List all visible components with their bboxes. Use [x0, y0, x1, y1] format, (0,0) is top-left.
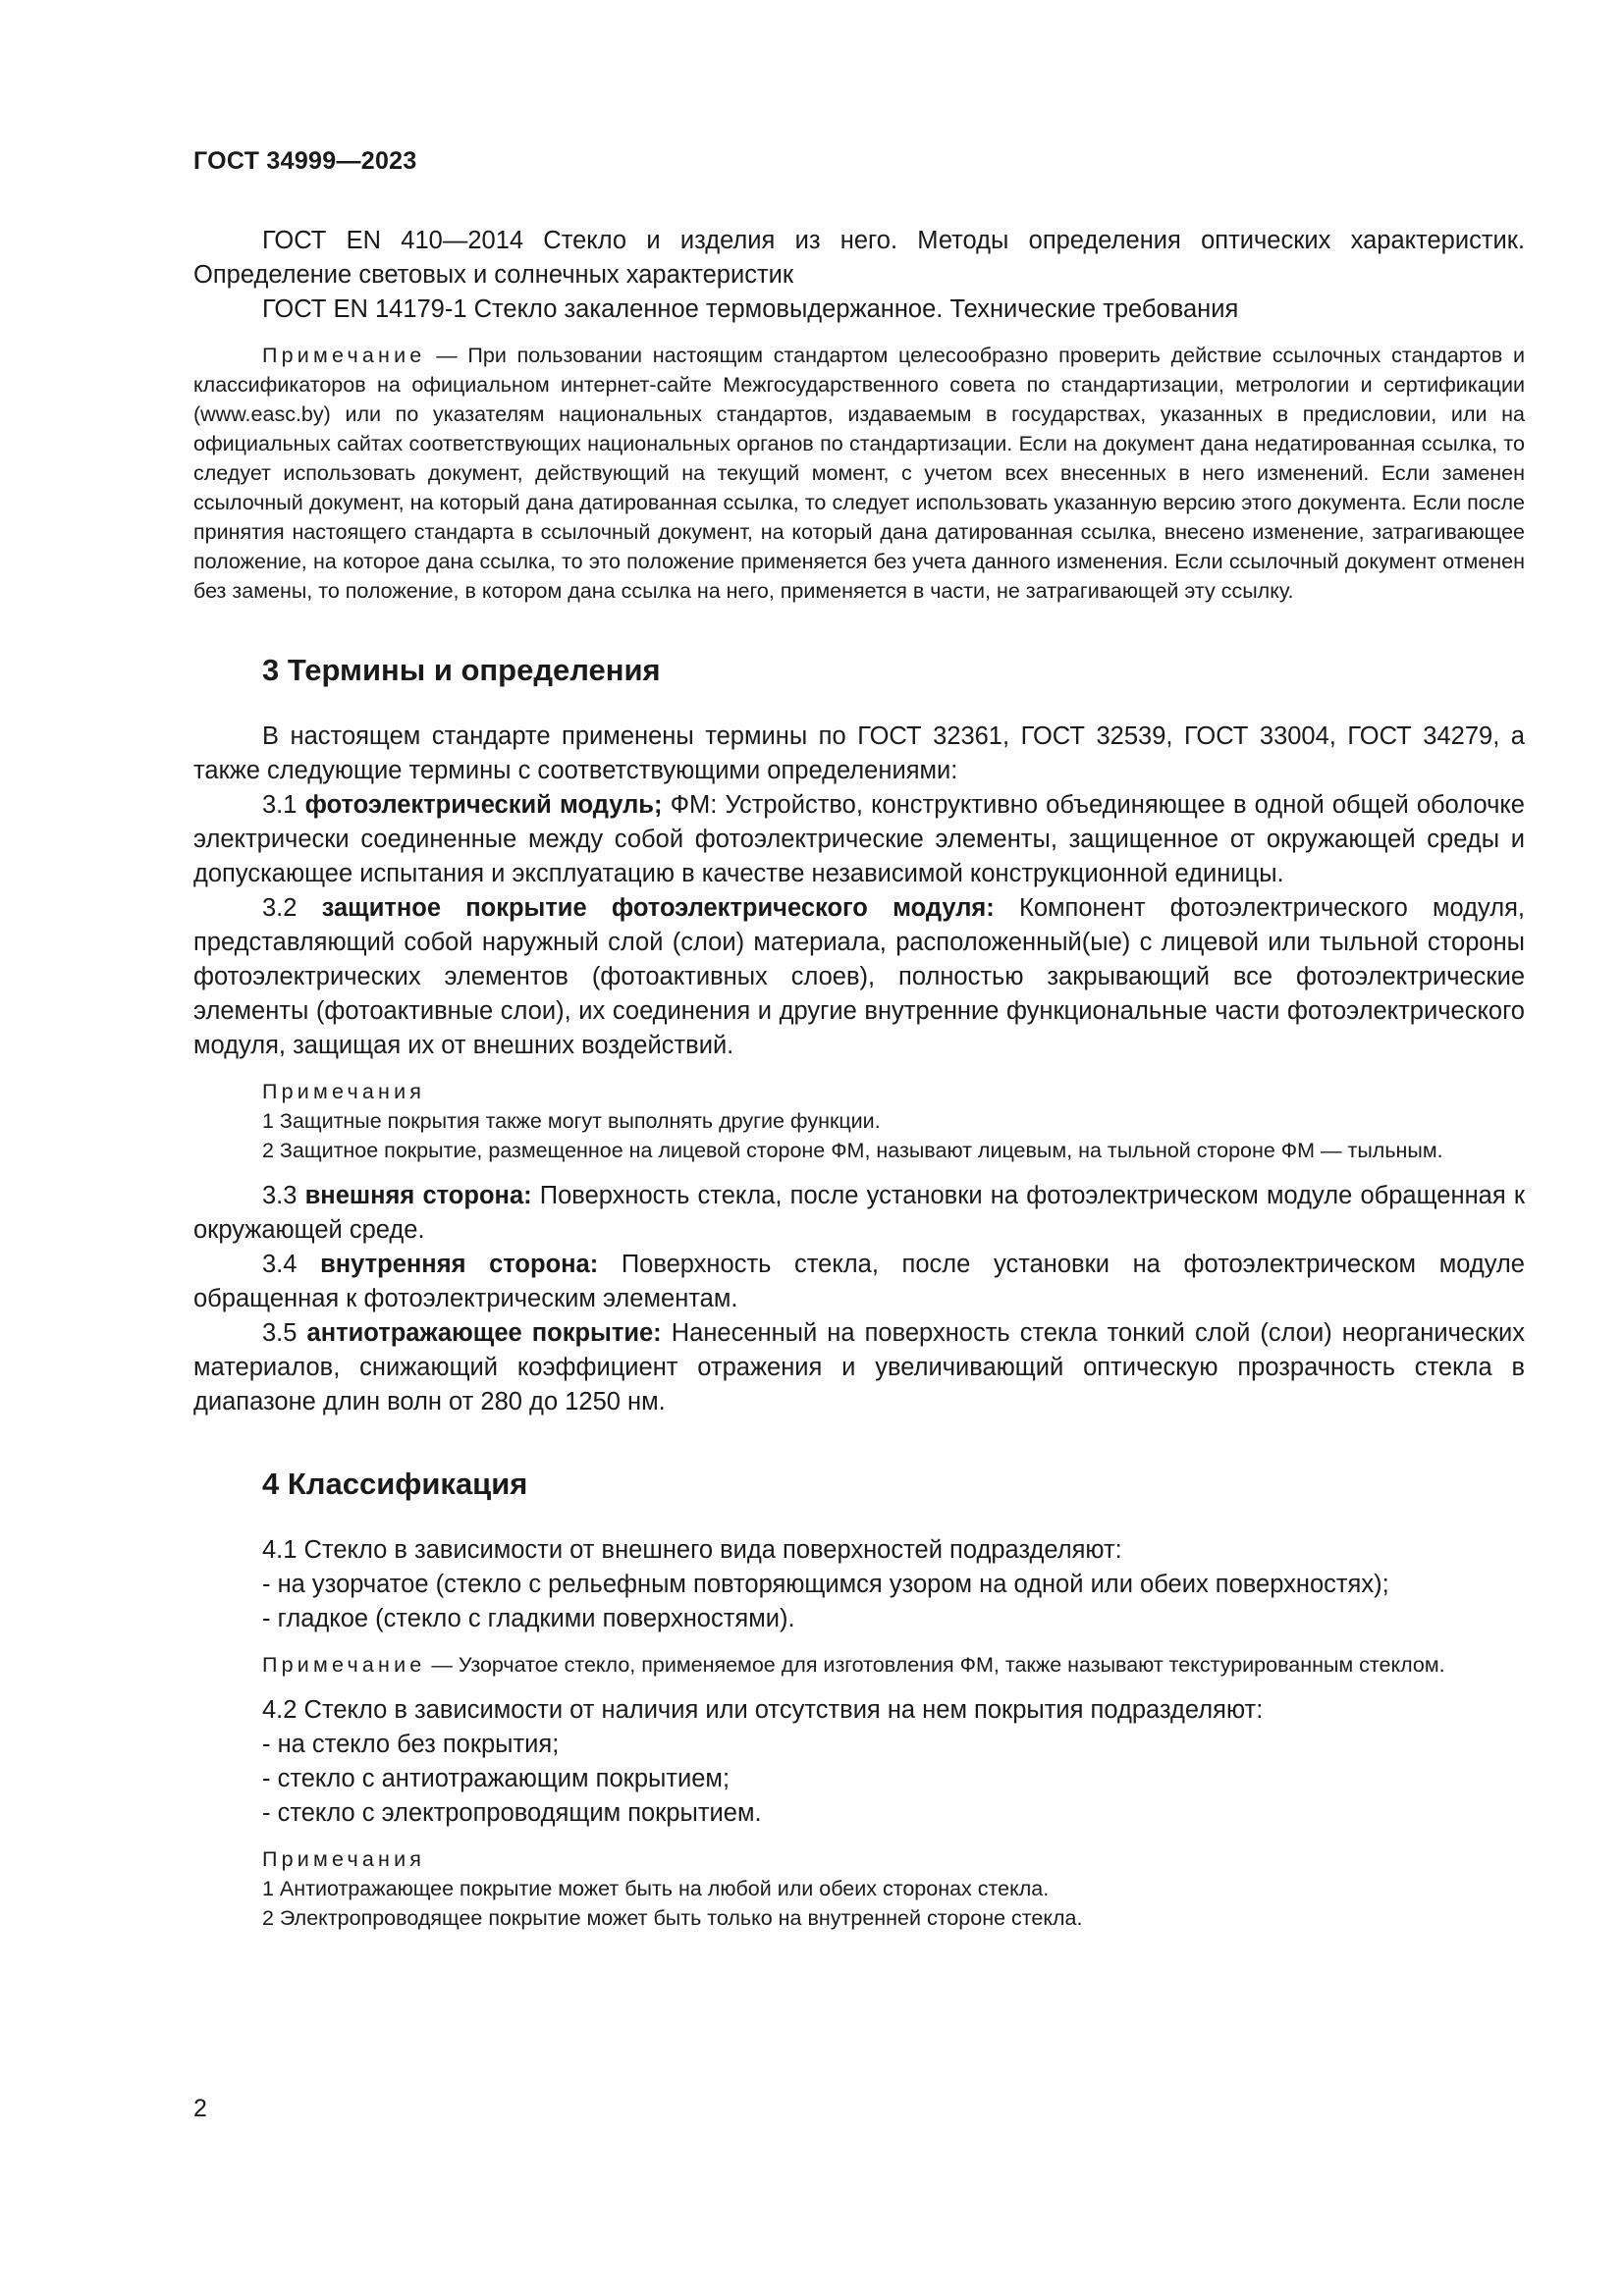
- clause-4-1: 4.1 Стекло в зависимости от внешнего вида поверхностей подразделяют:: [262, 1536, 1122, 1564]
- term-3-3: [193, 1179, 1525, 1248]
- note-label: Примечание: [262, 344, 426, 367]
- reference-item: ГОСТ EN 410—2014 Стекло и изделия из него. Методы определения оптических характеристик. Определение световых и солнечных характеристик: [193, 227, 1525, 289]
- term-name: антиотражающее покрытие:: [306, 1319, 662, 1347]
- notes-label: Примечания: [262, 1847, 426, 1871]
- document-body: [193, 224, 1525, 1933]
- section-heading-terms: 3 Термины и определения: [262, 653, 661, 687]
- reference-item: ГОСТ EN 14179-1 Стекло закаленное термовыдержанное. Технические требования: [262, 295, 1239, 323]
- list-item: - стекло с электропроводящим покрытием.: [262, 1799, 762, 1827]
- term-name: защитное покрытие фотоэлектрического модуля:: [321, 894, 995, 922]
- term-number: 3.5: [262, 1319, 307, 1347]
- term-definition: Компонент фотоэлектрического модуля, представляющий собой наружный слой (слои) материала, расположенный(ые) с лицевой или тыльной стороны фотоэлектрических элементов (фотоактивных слоев), полностью закрывающий все фотоэлектрические элементы (фотоактивные слои), их соединения и другие внутренние функциональные части фотоэлектрического модуля, защищая их от внешних воздействий.: [193, 894, 1525, 1059]
- term-3-2: [193, 891, 1525, 1063]
- note-references: [193, 341, 1525, 606]
- term-definition: Нанесенный на поверхность стекла тонкий слой (слои) неорганических материалов, снижающий коэффициент отражения и увеличивающий оптическую прозрачность стекла в диапазоне длин волн от 280 до 1250 нм.: [193, 1319, 1525, 1415]
- list-item: - стекло с антиотражающим покрытием;: [262, 1765, 731, 1792]
- section-heading-classification: 4 Классификация: [262, 1467, 528, 1501]
- term-3-5: [193, 1316, 1525, 1419]
- term-definition: Поверхность стекла, после установки на фотоэлектрическом модуле обращенная к окружающей среде.: [193, 1182, 1525, 1244]
- note-item: 2 Защитное покрытие, размещенное на лицевой стороне ФМ, называют лицевым, на тыльной стороне ФМ — тыльным.: [262, 1139, 1443, 1162]
- clause-4-2: 4.2 Стекло в зависимости от наличия или отсутствия на нем покрытия подразделяют:: [262, 1696, 1264, 1724]
- list-item: - гладкое (стекло с гладкими поверхностями).: [262, 1605, 795, 1632]
- document-header: ГОСТ 34999—2023: [193, 147, 417, 175]
- term-name: внутренняя сторона:: [320, 1251, 599, 1278]
- term-name: фотоэлектрический модуль;: [304, 791, 663, 819]
- list-item: - на стекло без покрытия;: [262, 1731, 560, 1758]
- notes-label: Примечания: [262, 1080, 426, 1103]
- term-number: 3.2: [262, 894, 322, 922]
- page-number: 2: [193, 2095, 207, 2122]
- term-name: внешняя сторона:: [304, 1182, 532, 1209]
- term-3-4: [193, 1248, 1525, 1316]
- term-number: 3.3: [262, 1182, 305, 1209]
- note-item: 2 Электропроводящее покрытие может быть только на внутренней стороне стекла.: [262, 1906, 1083, 1930]
- list-item: - на узорчатое (стекло с рельефным повторяющимся узором на одной или обеих поверхностях);: [262, 1571, 1389, 1598]
- term-3-1: [193, 788, 1525, 891]
- term-definition: ФМ: Устройство, конструктивно объединяющее в одной общей оболочке электрически соединенные между собой фотоэлектрические элементы, защищенное от окружающей среды и допускающее испытания и эксплуатацию в качестве независимой конструкционной единицы.: [193, 791, 1525, 887]
- note-classification: [193, 1650, 1525, 1680]
- note-label: Примечание: [262, 1653, 426, 1677]
- term-number: 3.1: [262, 791, 305, 819]
- term-number: 3.4: [262, 1251, 321, 1278]
- note-text: — При пользовании настоящим стандартом целесообразно проверить действие ссылочных стандартов и классификаторов на официальном интернет-сайте Межгосударственного совета по стандартизации, метрологии и сертификации (www.easc.by) или по указателям национальных стандартов, издаваемым в государствах, указанных в предисловии, или на официальных сайтах соответствующих национальных органов по стандартизации. Если на документ дана недатированная ссылка, то следует использовать документ, действующий на текущий момент, с учетом всех внесенных в него изменений. Если заменен ссылочный документ, на который дана датированная ссылка, то следует использовать указанную версию этого документа. Если после принятия настоящего стандарта в ссылочный документ, на который дана датированная ссылка, внесено изменение, затрагивающее положение, на которое дана ссылка, то это положение применяется без учета данного изменения. Если ссылочный документ отменен без замены, то положение, в котором дана ссылка на него, применяется в части, не затрагивающей эту ссылку.: [193, 344, 1525, 603]
- note-item: 1 Антиотражающее покрытие может быть на любой или обеих сторонах стекла.: [262, 1877, 1050, 1900]
- note-item: 1 Защитные покрытия также могут выполнять другие функции.: [262, 1109, 881, 1133]
- section-intro: В настоящем стандарте применены термины по ГОСТ 32361, ГОСТ 32539, ГОСТ 33004, ГОСТ 34279, а также следующие термины с соответствующими определениями:: [193, 722, 1525, 784]
- term-definition: Поверхность стекла, после установки на фотоэлектрическом модуле обращенная к фотоэлектрическим элементам.: [193, 1251, 1525, 1312]
- note-text: — Узорчатое стекло, применяемое для изготовления ФМ, также называют текстурированным стеклом.: [425, 1653, 1445, 1677]
